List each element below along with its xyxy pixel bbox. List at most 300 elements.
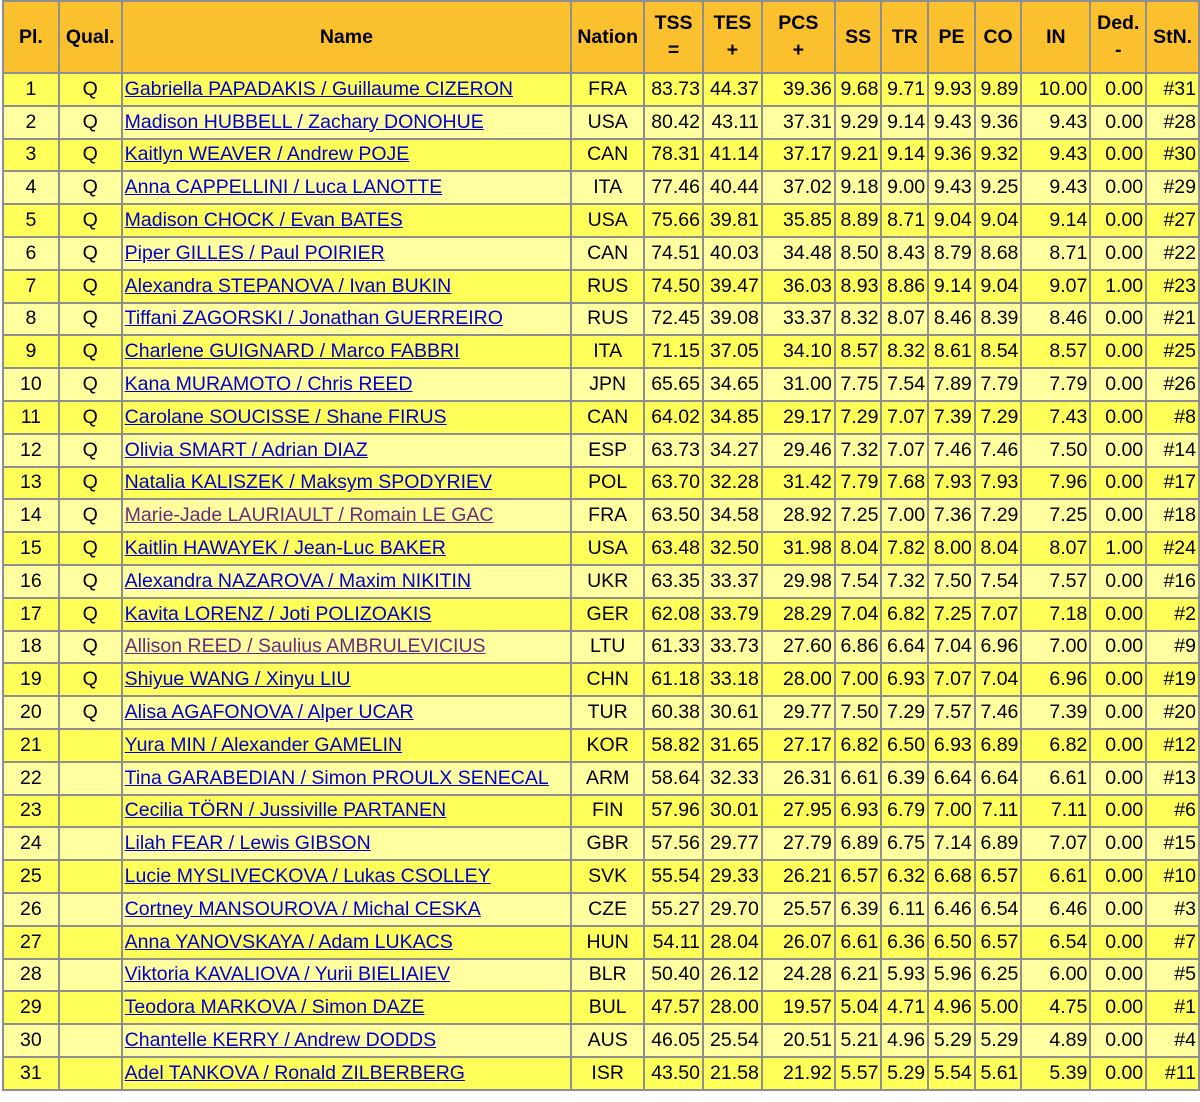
name-cell[interactable]: [123, 107, 571, 138]
deduction-cell: 0.00: [1091, 140, 1145, 171]
pe-cell: 7.07: [929, 664, 974, 695]
qualification-cell: Q: [60, 172, 121, 203]
skater-link[interactable]: Carolane SOUCISSE / Shane FIRUS: [124, 405, 447, 428]
in-cell: 7.07: [1022, 828, 1089, 859]
table-row: [4, 500, 1198, 531]
starting-number-cell: #21: [1147, 304, 1198, 335]
placement-cell: 2: [4, 107, 58, 138]
tss-cell: 43.50: [645, 1058, 702, 1089]
co-cell: 9.04: [976, 271, 1021, 302]
table-row: [4, 336, 1198, 367]
header-ded-sub: -: [1115, 39, 1122, 61]
tes-cell: 34.85: [704, 402, 761, 433]
deduction-cell: 0.00: [1091, 796, 1145, 827]
tss-cell: 61.33: [645, 632, 702, 663]
pe-cell: 9.14: [929, 271, 974, 302]
in-cell: 8.57: [1022, 336, 1089, 367]
tss-cell: 63.48: [645, 533, 702, 564]
tes-cell: 32.50: [704, 533, 761, 564]
tes-cell: 33.79: [704, 599, 761, 630]
table-row: [4, 927, 1198, 958]
skater-link[interactable]: Teodora MARKOVA / Simon DAZE: [124, 996, 425, 1019]
skater-link[interactable]: Yura MIN / Alexander GAMELIN: [124, 733, 403, 756]
table-row: [4, 140, 1198, 171]
nation-cell: BLR: [572, 960, 643, 991]
deduction-cell: 0.00: [1091, 861, 1145, 892]
in-cell: 9.07: [1022, 271, 1089, 302]
table-row: [4, 271, 1198, 302]
ss-cell: 8.50: [836, 238, 881, 269]
skater-link[interactable]: Viktoria KAVALIOVA / Yurii BIELIAIEV: [124, 963, 451, 986]
nation-cell: TUR: [572, 697, 643, 728]
ss-cell: 7.29: [836, 402, 881, 433]
tes-cell: 37.05: [704, 336, 761, 367]
deduction-cell: 0.00: [1091, 894, 1145, 925]
header-stn: StN.: [1147, 2, 1198, 72]
pcs-cell: 37.02: [763, 172, 834, 203]
pcs-cell: 34.48: [763, 238, 834, 269]
deduction-cell: 0.00: [1091, 992, 1145, 1023]
skater-link[interactable]: Allison REED / Saulius AMBRULEVICIUS: [124, 635, 486, 658]
table-row: [4, 664, 1198, 695]
name-cell[interactable]: [123, 140, 571, 171]
starting-number-cell: #9: [1147, 632, 1198, 663]
skater-link[interactable]: Kavita LORENZ / Joti POLIZOAKIS: [124, 602, 432, 625]
in-cell: 4.75: [1022, 992, 1089, 1023]
name-cell[interactable]: [123, 599, 571, 630]
qualification-cell: Q: [60, 664, 121, 695]
tss-cell: 63.70: [645, 468, 702, 499]
deduction-cell: 0.00: [1091, 468, 1145, 499]
placement-cell: 20: [4, 697, 58, 728]
pcs-cell: 39.36: [763, 74, 834, 105]
co-cell: 6.57: [976, 927, 1021, 958]
skater-link[interactable]: Marie-Jade LAURIAULT / Romain LE GAC: [124, 504, 494, 527]
tss-cell: 74.51: [645, 238, 702, 269]
ss-cell: 8.04: [836, 533, 881, 564]
ss-cell: 8.57: [836, 336, 881, 367]
name-cell[interactable]: [123, 992, 571, 1023]
skater-link[interactable]: Anna CAPPELLINI / Luca LANOTTE: [124, 176, 443, 199]
name-cell[interactable]: [123, 632, 571, 663]
tr-cell: 7.54: [882, 369, 927, 400]
co-cell: 7.79: [976, 369, 1021, 400]
skater-link[interactable]: Adel TANKOVA / Ronald ZILBERBERG: [124, 1061, 465, 1084]
ss-cell: 9.29: [836, 107, 881, 138]
header-nation: Nation: [572, 2, 643, 72]
name-cell[interactable]: [123, 369, 571, 400]
ss-cell: 6.89: [836, 828, 881, 859]
header-ded-label: Ded.: [1097, 12, 1140, 34]
co-cell: 7.04: [976, 664, 1021, 695]
ss-cell: 5.21: [836, 1025, 881, 1056]
tes-cell: 34.58: [704, 500, 761, 531]
name-cell[interactable]: [123, 664, 571, 695]
pe-cell: 9.04: [929, 205, 974, 236]
co-cell: 7.93: [976, 468, 1021, 499]
pcs-cell: 24.28: [763, 960, 834, 991]
in-cell: 9.14: [1022, 205, 1089, 236]
skater-link[interactable]: Charlene GUIGNARD / Marco FABBRI: [124, 340, 460, 363]
table-row: [4, 828, 1198, 859]
name-cell[interactable]: [123, 74, 571, 105]
nation-cell: CAN: [572, 140, 643, 171]
deduction-cell: 0.00: [1091, 763, 1145, 794]
tr-cell: 6.75: [882, 828, 927, 859]
co-cell: 6.89: [976, 730, 1021, 761]
placement-cell: 24: [4, 828, 58, 859]
ss-cell: 7.75: [836, 369, 881, 400]
starting-number-cell: #22: [1147, 238, 1198, 269]
starting-number-cell: #13: [1147, 763, 1198, 794]
deduction-cell: 0.00: [1091, 927, 1145, 958]
tes-cell: 34.27: [704, 435, 761, 466]
header-pl: Pl.: [4, 2, 58, 72]
pe-cell: 9.36: [929, 140, 974, 171]
starting-number-cell: #17: [1147, 468, 1198, 499]
skater-link[interactable]: Cecilia TÖRN / Jussiville PARTANEN: [124, 799, 447, 822]
pe-cell: 6.68: [929, 861, 974, 892]
starting-number-cell: #11: [1147, 1058, 1198, 1089]
ss-cell: 7.50: [836, 697, 881, 728]
pcs-cell: 27.17: [763, 730, 834, 761]
table-row: [4, 304, 1198, 335]
tr-cell: 6.79: [882, 796, 927, 827]
co-cell: 7.07: [976, 599, 1021, 630]
starting-number-cell: #29: [1147, 172, 1198, 203]
nation-cell: AUS: [572, 1025, 643, 1056]
starting-number-cell: #24: [1147, 533, 1198, 564]
results-table: [2, 0, 1200, 1091]
tss-cell: 63.35: [645, 566, 702, 597]
skater-link[interactable]: Tina GARABEDIAN / Simon PROULX SENECAL: [124, 766, 549, 789]
skater-link[interactable]: Madison HUBBELL / Zachary DONOHUE: [124, 110, 484, 133]
skater-link[interactable]: Alisa AGAFONOVA / Alper UCAR: [124, 701, 414, 724]
co-cell: 5.00: [976, 992, 1021, 1023]
ss-cell: 6.82: [836, 730, 881, 761]
name-cell[interactable]: [123, 1058, 571, 1089]
header-ss: SS: [836, 2, 881, 72]
header-tss-sub: =: [667, 39, 680, 61]
table-row: [4, 107, 1198, 138]
tr-cell: 7.68: [882, 468, 927, 499]
co-cell: 9.25: [976, 172, 1021, 203]
in-cell: 6.61: [1022, 861, 1089, 892]
deduction-cell: 0.00: [1091, 205, 1145, 236]
co-cell: 8.54: [976, 336, 1021, 367]
name-cell[interactable]: [123, 894, 571, 925]
nation-cell: USA: [572, 107, 643, 138]
skater-link[interactable]: Lucie MYSLIVECKOVA / Lukas CSOLLEY: [124, 865, 491, 888]
pcs-cell: 36.03: [763, 271, 834, 302]
name-cell[interactable]: [123, 730, 571, 761]
pe-cell: 8.00: [929, 533, 974, 564]
skater-link[interactable]: Madison CHOCK / Evan BATES: [124, 209, 403, 232]
pcs-cell: 26.07: [763, 927, 834, 958]
nation-cell: ARM: [572, 763, 643, 794]
placement-cell: 14: [4, 500, 58, 531]
name-cell[interactable]: [123, 271, 571, 302]
skater-link[interactable]: Piper GILLES / Paul POIRIER: [124, 241, 385, 264]
tr-cell: 9.00: [882, 172, 927, 203]
pcs-cell: 33.37: [763, 304, 834, 335]
pcs-cell: 28.92: [763, 500, 834, 531]
qualification-cell: Q: [60, 566, 121, 597]
nation-cell: USA: [572, 205, 643, 236]
tr-cell: 6.64: [882, 632, 927, 663]
header-ded: [1091, 2, 1145, 72]
pe-cell: 7.14: [929, 828, 974, 859]
starting-number-cell: #8: [1147, 402, 1198, 433]
deduction-cell: 0.00: [1091, 107, 1145, 138]
qualification-cell: [60, 960, 121, 991]
deduction-cell: 0.00: [1091, 369, 1145, 400]
placement-cell: 9: [4, 336, 58, 367]
pe-cell: 5.96: [929, 960, 974, 991]
tes-cell: 30.01: [704, 796, 761, 827]
starting-number-cell: #15: [1147, 828, 1198, 859]
pe-cell: 7.93: [929, 468, 974, 499]
ss-cell: 6.86: [836, 632, 881, 663]
tr-cell: 7.32: [882, 566, 927, 597]
skater-link[interactable]: Chantelle KERRY / Andrew DODDS: [124, 1029, 437, 1051]
ss-cell: 8.93: [836, 271, 881, 302]
name-cell[interactable]: [123, 1025, 571, 1056]
co-cell: 8.39: [976, 304, 1021, 335]
skater-link[interactable]: Shiyue WANG / Xinyu LIU: [124, 668, 351, 691]
tss-cell: 57.56: [645, 828, 702, 859]
tr-cell: 6.93: [882, 664, 927, 695]
tr-cell: 8.32: [882, 336, 927, 367]
co-cell: 7.29: [976, 402, 1021, 433]
tr-cell: 6.36: [882, 927, 927, 958]
starting-number-cell: #25: [1147, 336, 1198, 367]
table-row: [4, 861, 1198, 892]
table-row: [4, 599, 1198, 630]
co-cell: 5.61: [976, 1058, 1021, 1089]
table-row: [4, 172, 1198, 203]
ss-cell: 9.68: [836, 74, 881, 105]
pcs-cell: 37.17: [763, 140, 834, 171]
header-pcs-label: PCS: [778, 12, 819, 34]
header-qual: Qual.: [60, 2, 121, 72]
table-row: [4, 730, 1198, 761]
deduction-cell: 0.00: [1091, 500, 1145, 531]
name-cell[interactable]: [123, 828, 571, 859]
in-cell: 8.71: [1022, 238, 1089, 269]
deduction-cell: 1.00: [1091, 271, 1145, 302]
name-cell[interactable]: [123, 960, 571, 991]
placement-cell: 3: [4, 140, 58, 171]
name-cell[interactable]: [123, 927, 571, 958]
ss-cell: 7.00: [836, 664, 881, 695]
qualification-cell: Q: [60, 468, 121, 499]
name-cell[interactable]: [123, 172, 571, 203]
co-cell: 7.54: [976, 566, 1021, 597]
table-row: [4, 697, 1198, 728]
qualification-cell: [60, 828, 121, 859]
starting-number-cell: #27: [1147, 205, 1198, 236]
pcs-cell: 28.00: [763, 664, 834, 695]
deduction-cell: 0.00: [1091, 960, 1145, 991]
name-cell[interactable]: [123, 861, 571, 892]
name-cell[interactable]: [123, 238, 571, 269]
tss-cell: 64.02: [645, 402, 702, 433]
skater-link[interactable]: Lilah FEAR / Lewis GIBSON: [124, 832, 371, 855]
name-cell[interactable]: [123, 336, 571, 367]
starting-number-cell: #12: [1147, 730, 1198, 761]
ss-cell: 7.79: [836, 468, 881, 499]
deduction-cell: 0.00: [1091, 336, 1145, 367]
co-cell: 9.04: [976, 205, 1021, 236]
tes-cell: 39.81: [704, 205, 761, 236]
pcs-cell: 31.00: [763, 369, 834, 400]
pe-cell: 7.46: [929, 435, 974, 466]
tes-cell: 34.65: [704, 369, 761, 400]
co-cell: 6.57: [976, 861, 1021, 892]
pcs-cell: 31.42: [763, 468, 834, 499]
tr-cell: 8.86: [882, 271, 927, 302]
nation-cell: POL: [572, 468, 643, 499]
pcs-cell: 21.92: [763, 1058, 834, 1089]
name-cell[interactable]: [123, 468, 571, 499]
tr-cell: 5.93: [882, 960, 927, 991]
tes-cell: 33.18: [704, 664, 761, 695]
tr-cell: 6.50: [882, 730, 927, 761]
starting-number-cell: #23: [1147, 271, 1198, 302]
name-cell[interactable]: [123, 500, 571, 531]
name-cell[interactable]: [123, 435, 571, 466]
header-pcs-sub: +: [792, 39, 805, 61]
placement-cell: 23: [4, 796, 58, 827]
nation-cell: GER: [572, 599, 643, 630]
tes-cell: 39.47: [704, 271, 761, 302]
qualification-cell: [60, 730, 121, 761]
ss-cell: 9.21: [836, 140, 881, 171]
tr-cell: 7.82: [882, 533, 927, 564]
ss-cell: 6.93: [836, 796, 881, 827]
nation-cell: LTU: [572, 632, 643, 663]
pcs-cell: 20.51: [763, 1025, 834, 1056]
table-row: [4, 632, 1198, 663]
name-cell[interactable]: [123, 402, 571, 433]
qualification-cell: Q: [60, 500, 121, 531]
in-cell: 7.57: [1022, 566, 1089, 597]
qualification-cell: [60, 927, 121, 958]
name-cell[interactable]: [123, 566, 571, 597]
placement-cell: 13: [4, 468, 58, 499]
nation-cell: KOR: [572, 730, 643, 761]
deduction-cell: 0.00: [1091, 304, 1145, 335]
pe-cell: 4.96: [929, 992, 974, 1023]
table-row: [4, 533, 1198, 564]
name-cell[interactable]: [123, 763, 571, 794]
header-tss: [645, 2, 702, 72]
name-cell[interactable]: [123, 796, 571, 827]
skater-link[interactable]: Natalia KALISZEK / Maksym SPODYRIEV: [124, 471, 493, 494]
tss-cell: 65.65: [645, 369, 702, 400]
tss-cell: 46.05: [645, 1025, 702, 1056]
pe-cell: 8.46: [929, 304, 974, 335]
pe-cell: 5.29: [929, 1025, 974, 1056]
skater-link[interactable]: Kana MURAMOTO / Chris REED: [124, 373, 413, 396]
skater-link[interactable]: Kaitlin HAWAYEK / Jean-Luc BAKER: [124, 537, 446, 560]
header-row: [4, 2, 1198, 72]
pe-cell: 6.93: [929, 730, 974, 761]
qualification-cell: [60, 763, 121, 794]
qualification-cell: [60, 1025, 121, 1056]
placement-cell: 8: [4, 304, 58, 335]
ss-cell: 8.32: [836, 304, 881, 335]
ss-cell: 7.04: [836, 599, 881, 630]
starting-number-cell: #18: [1147, 500, 1198, 531]
skater-link[interactable]: Alexandra STEPANOVA / Ivan BUKIN: [124, 274, 452, 297]
tss-cell: 54.11: [645, 927, 702, 958]
qualification-cell: Q: [60, 533, 121, 564]
starting-number-cell: #31: [1147, 74, 1198, 105]
skater-link[interactable]: Olivia SMART / Adrian DIAZ: [124, 438, 368, 461]
nation-cell: JPN: [572, 369, 643, 400]
tes-cell: 32.33: [704, 763, 761, 794]
ss-cell: 7.32: [836, 435, 881, 466]
nation-cell: ITA: [572, 336, 643, 367]
skater-link[interactable]: Kaitlyn WEAVER / Andrew POJE: [124, 143, 410, 166]
tss-cell: 62.08: [645, 599, 702, 630]
ss-cell: 7.54: [836, 566, 881, 597]
table-row: [4, 468, 1198, 499]
name-cell[interactable]: [123, 697, 571, 728]
starting-number-cell: #16: [1147, 566, 1198, 597]
nation-cell: ESP: [572, 435, 643, 466]
deduction-cell: 0.00: [1091, 664, 1145, 695]
tss-cell: 58.82: [645, 730, 702, 761]
skater-link[interactable]: Gabriella PAPADAKIS / Guillaume CIZERON: [124, 77, 513, 100]
pcs-cell: 27.95: [763, 796, 834, 827]
skater-link[interactable]: Cortney MANSOUROVA / Michal CESKA: [124, 897, 481, 920]
deduction-cell: 0.00: [1091, 1025, 1145, 1056]
table-row: [4, 1025, 1198, 1056]
skater-link[interactable]: Tiffani ZAGORSKI / Jonathan GUERREIRO: [124, 307, 503, 330]
skater-link[interactable]: Alexandra NAZAROVA / Maxim NIKITIN: [124, 569, 472, 592]
placement-cell: 27: [4, 927, 58, 958]
tr-cell: 9.71: [882, 74, 927, 105]
in-cell: 7.18: [1022, 599, 1089, 630]
skater-link[interactable]: Anna YANOVSKAYA / Adam LUKACS: [124, 930, 453, 953]
tr-cell: 5.29: [882, 1058, 927, 1089]
tr-cell: 9.14: [882, 107, 927, 138]
in-cell: 6.96: [1022, 664, 1089, 695]
co-cell: 6.64: [976, 763, 1021, 794]
starting-number-cell: #1: [1147, 992, 1198, 1023]
tss-cell: 60.38: [645, 697, 702, 728]
starting-number-cell: #20: [1147, 697, 1198, 728]
name-cell[interactable]: [123, 205, 571, 236]
name-cell[interactable]: [123, 533, 571, 564]
tss-cell: 77.46: [645, 172, 702, 203]
qualification-cell: Q: [60, 402, 121, 433]
pcs-cell: 27.79: [763, 828, 834, 859]
placement-cell: 10: [4, 369, 58, 400]
qualification-cell: Q: [60, 336, 121, 367]
tes-cell: 40.44: [704, 172, 761, 203]
placement-cell: 4: [4, 172, 58, 203]
pe-cell: 6.64: [929, 763, 974, 794]
name-cell[interactable]: [123, 304, 571, 335]
deduction-cell: 0.00: [1091, 402, 1145, 433]
tes-cell: 40.03: [704, 238, 761, 269]
tes-cell: 28.04: [704, 927, 761, 958]
header-in: IN: [1022, 2, 1089, 72]
